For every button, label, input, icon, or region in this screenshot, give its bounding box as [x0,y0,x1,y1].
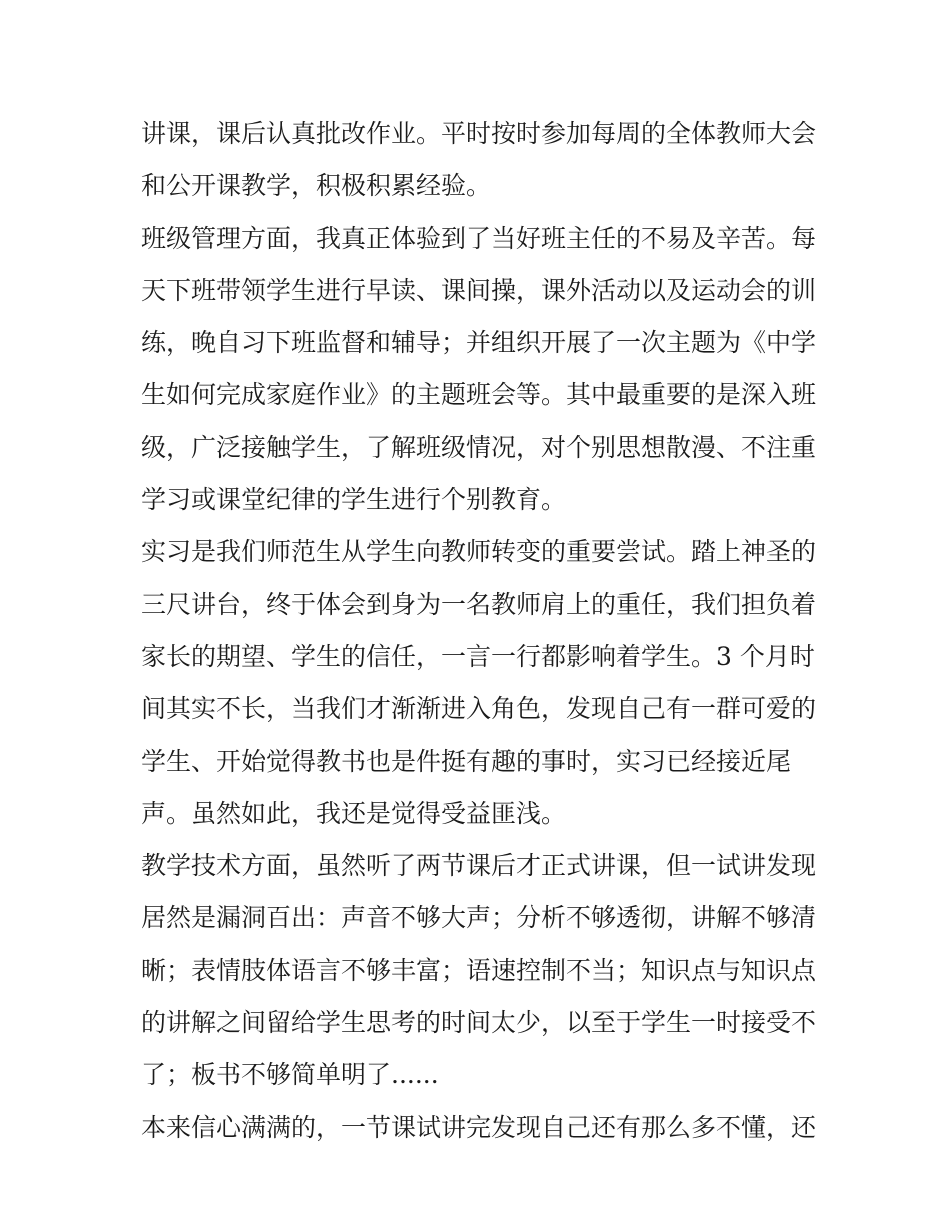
text-line: 讲课，课后认真批改作业。平时按时参加每周的全体教师大会 [141,119,817,148]
text-line: 间其实不长，当我们才渐渐进入角色，发现自己有一群可爱的 [141,694,817,724]
text-line: 实习是我们师范生从学生向教师转变的重要尝试。踏上神圣的 [141,537,817,567]
text-line: 学生、开始觉得教书也是件挺有趣的事时，实习已经接近尾 [141,746,792,776]
text-line: 的讲解之间留给学生思考的时间太少，以至于学生一时接受不 [141,1008,817,1038]
text-line: 本来信心满满的，一节课试讲完发现自己还有那么多不懂，还 [141,1112,817,1142]
text-line: 声。虽然如此，我还是觉得受益匪浅。 [141,798,567,828]
text-line: 晰；表情肢体语言不够丰富；语速控制不当；知识点与知识点 [141,955,817,985]
text-line: 生如何完成家庭作业》的主题班会等。其中最重要的是深入班 [141,380,817,410]
text-line: 练，晚自习下班监督和辅导；并组织开展了一次主题为《中学 [141,328,817,358]
text-line: 居然是漏洞百出：声音不够大声；分析不够透彻，讲解不够清 [141,903,817,933]
text-line: 家长的期望、学生的信任，一言一行都影响着学生。3 个月时 [141,641,815,671]
text-line: 教学技术方面，虽然听了两节课后才正式讲课，但一试讲发现 [141,851,817,881]
body-text [141,108,821,1154]
text-line: 学习或课堂纪律的学生进行个别教育。 [141,485,567,515]
text-line: 三尺讲台，终于体会到身为一名教师肩上的重任，我们担负着 [141,589,817,619]
text-line: 班级管理方面，我真正体验到了当好班主任的不易及辛苦。每 [141,223,817,253]
text-line: 天下班带领学生进行早读、课间操，课外活动以及运动会的训 [141,275,817,305]
text-line: 级，广泛接触学生，了解班级情况，对个别思想散漫、不注重 [141,432,817,462]
text-line: 和公开课教学，积极积累经验。 [141,171,492,201]
text-line: 了；板书不够简单明了...... [141,1060,439,1090]
